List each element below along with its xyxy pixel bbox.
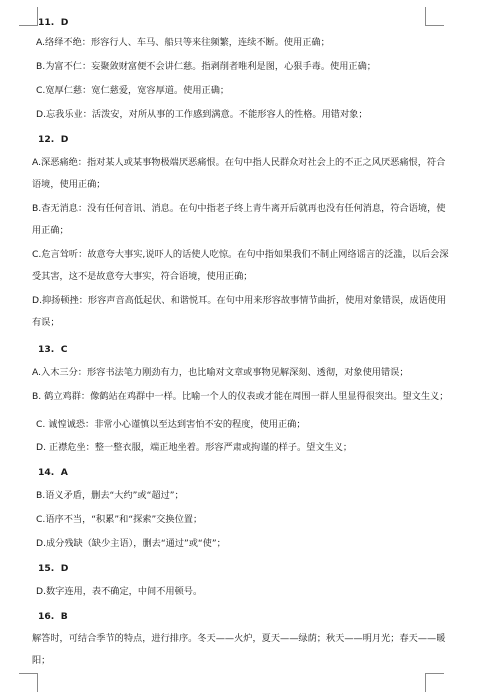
question-11-option-b: B.为富不仁：妄聚敛财富便不会讲仁慈。指剥削者唯利是图，心狠手毒。使用正确； bbox=[36, 61, 376, 72]
question-answer: C bbox=[60, 344, 68, 355]
question-11-option-d: D.忘我乐业：活泼安，对所从事的工作感到满意。不能形容人的性格。用错对象； bbox=[36, 109, 368, 120]
question-14-option-c: C.语序不当，“积累”和“探索”交换位置； bbox=[36, 514, 203, 525]
question-13-heading bbox=[38, 344, 452, 355]
question-answer: A bbox=[60, 467, 68, 478]
question-number: 12. bbox=[38, 134, 55, 145]
question-12-option-b: B.杳无消息：没有任何音讯、消息。在句中指老子终上青牛离开后就再也没有任何消息，符合语境，使用正确； bbox=[32, 203, 446, 236]
question-11-heading bbox=[38, 17, 452, 28]
question-number: 11. bbox=[38, 17, 55, 28]
question-13-option-b: B. 鹤立鸡群：像鹤站在鸡群中一样。比喻一个人的仪表或才能在周围一群人里显得很突出。望文生义； bbox=[32, 391, 449, 402]
question-answer: D bbox=[60, 134, 69, 145]
question-15-heading bbox=[38, 563, 452, 574]
question-12-option-d: D.抑扬顿挫：形容声音高低起伏、和谐悦耳。在句中用来形容故事情节曲折，使用对象错误，成语使用有误； bbox=[32, 295, 447, 328]
question-12-option-a: A.深恶痛绝：指对某人或某事物极端厌恶痛恨。在句中指人民群众对社会上的不正之风厌恶痛恨，符合语境，使用正确； bbox=[32, 157, 446, 190]
question-14-option-d: D.成分残缺（缺少主语），删去“通过”或“使”； bbox=[36, 538, 226, 549]
question-number: 16. bbox=[38, 611, 55, 622]
question-number: 14. bbox=[38, 467, 55, 478]
question-14-option-b: B.语义矛盾，删去“大约”或“超过”； bbox=[36, 490, 184, 501]
question-answer: D bbox=[60, 563, 69, 574]
question-13-option-c: C. 诚惶诚恐：非常小心谨慎以至达到害怕不安的程度，使用正确； bbox=[36, 419, 306, 430]
question-13-option-d: D. 正襟危坐：整一整衣服，端正地坐着。形容严肃或拘谨的样子。望文生义； bbox=[36, 442, 353, 453]
crop-mark-bottom-left bbox=[19, 673, 38, 692]
question-14-heading bbox=[38, 467, 452, 478]
question-answer: B bbox=[60, 611, 68, 622]
question-12-heading bbox=[38, 134, 452, 145]
question-answer: D bbox=[60, 17, 69, 28]
question-13-option-a: A.入木三分：形容书法笔力刚劲有力，也比喻对文章或事物见解深刻、透彻，对象使用错误； bbox=[32, 367, 409, 378]
question-16-explanation: 解答时，可结合季节的特点，进行排序。冬天——火炉，夏天——绿荫；秋天——明月光；春天——暖阳； bbox=[32, 633, 446, 666]
answer-key-body bbox=[32, 17, 452, 672]
question-number: 13. bbox=[38, 344, 55, 355]
question-number: 15. bbox=[38, 563, 55, 574]
question-12-option-c: C.危言耸听：故意夸大事实,说吓人的话使人吃惊。在句中指如果我们不制止网络谣言的泛滥，以后会深受其害，这不是故意夸大事实，符合语境，使用正确； bbox=[32, 249, 449, 282]
question-11-option-c: C.宽厚仁慈：宽仁慈爱，宽容厚道。使用正确； bbox=[36, 85, 230, 96]
crop-mark-bottom-right bbox=[425, 673, 444, 692]
question-15-option-d: D.数字连用，表不确定，中间不用顿号。 bbox=[36, 586, 203, 597]
question-11-option-a: A.络绎不绝：形容行人、车马、船只等来往频繁，连续不断。使用正确； bbox=[36, 37, 330, 48]
question-16-heading bbox=[38, 611, 452, 622]
